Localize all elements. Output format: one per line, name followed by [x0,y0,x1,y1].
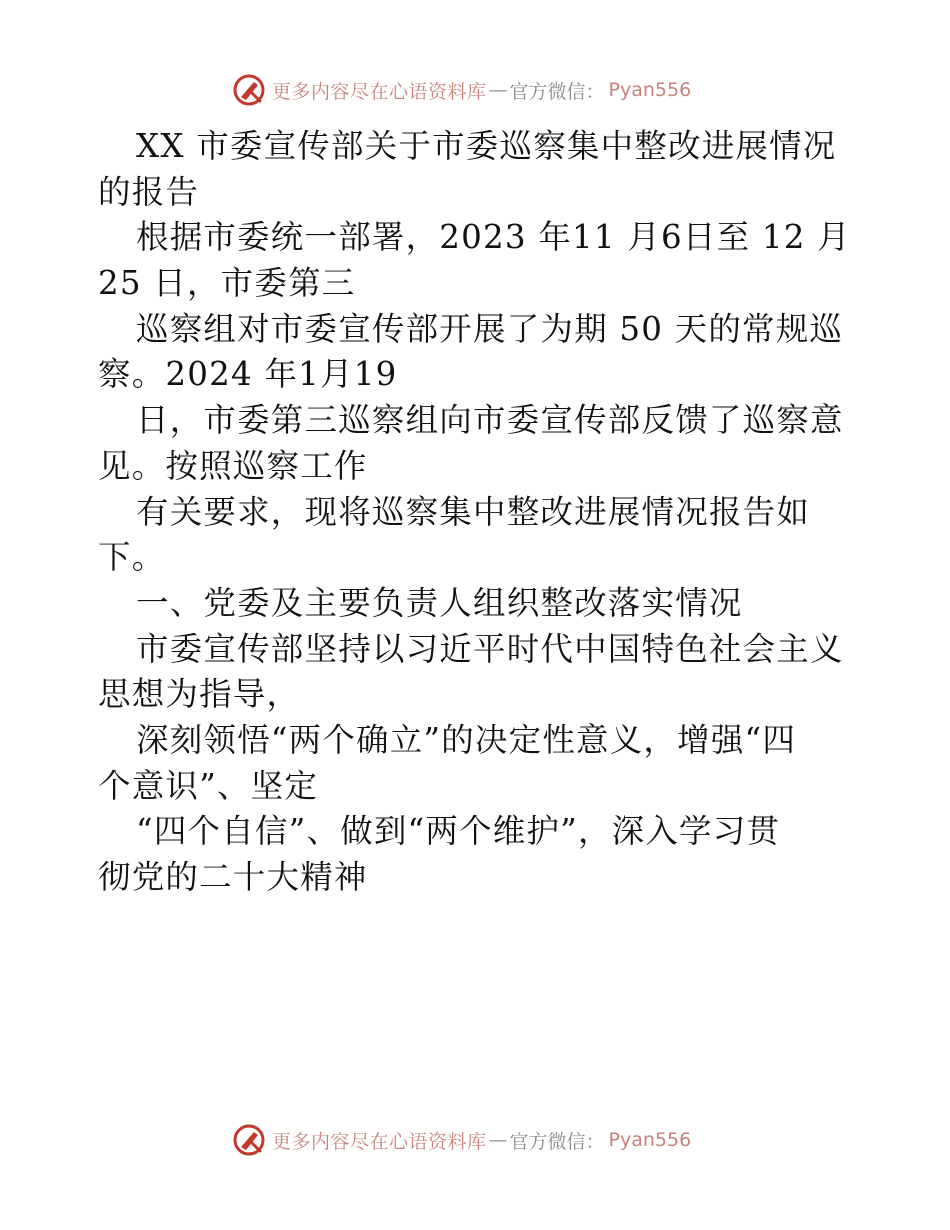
title-line-2: 的报告 [98,172,200,211]
paragraph-line: 巡察组对市委宣传部开展了为期 50 天的常规巡 [136,309,844,348]
paragraph-line: 彻党的二十大精神 [98,858,368,896]
paragraph-line: 市委宣传部坚持以习近平时代中国特色社会主义 [136,629,844,668]
watermark-dash: — [488,1129,508,1151]
document-body [98,124,858,901]
paragraph-line: 个意识”、坚定 [98,766,319,805]
section-heading: 一、党委及主要负责人组织整改落实情况 [136,583,743,622]
watermark-text: 更多内容尽在心语资料库 [272,1130,487,1153]
red-logo-icon [232,1123,266,1157]
watermark-id: Pyan556 [608,1129,692,1151]
paragraph-line: 见。按照巡察工作 [98,446,368,485]
watermark-text: 更多内容尽在心语资料库 [272,80,487,103]
paragraph-line: 根据市委统一部署，2023 年11 月6日至 12 月 [136,218,851,257]
header-watermark [232,72,691,108]
watermark-dash: — [488,79,508,101]
watermark-label: 官方微信： [509,1130,605,1153]
footer-watermark [232,1122,691,1158]
paragraph-line: 深刻领悟“两个确立”的决定性意义，增强“四 [136,720,797,759]
paragraph-line: 有关要求，现将巡察集中整改进展情况报告如 [136,492,811,531]
paragraph-line: 25 日，市委第三 [98,264,356,303]
paragraph-line: 日，市委第三巡察组向市委宣传部反馈了巡察意 [136,401,844,440]
paragraph-line: 思想为指导， [98,675,301,714]
paragraph-line: 察。2024 年1月19 [98,355,398,394]
watermark-id: Pyan556 [608,79,692,101]
watermark-label: 官方微信： [509,80,605,103]
paragraph-line: 下。 [98,538,166,577]
paragraph-line: “四个自信”、做到“两个维护”，深入学习贯 [136,812,781,851]
title-line-1: XX 市委宣传部关于市委巡察集中整改进展情况 [136,127,837,165]
red-logo-icon [232,73,266,107]
